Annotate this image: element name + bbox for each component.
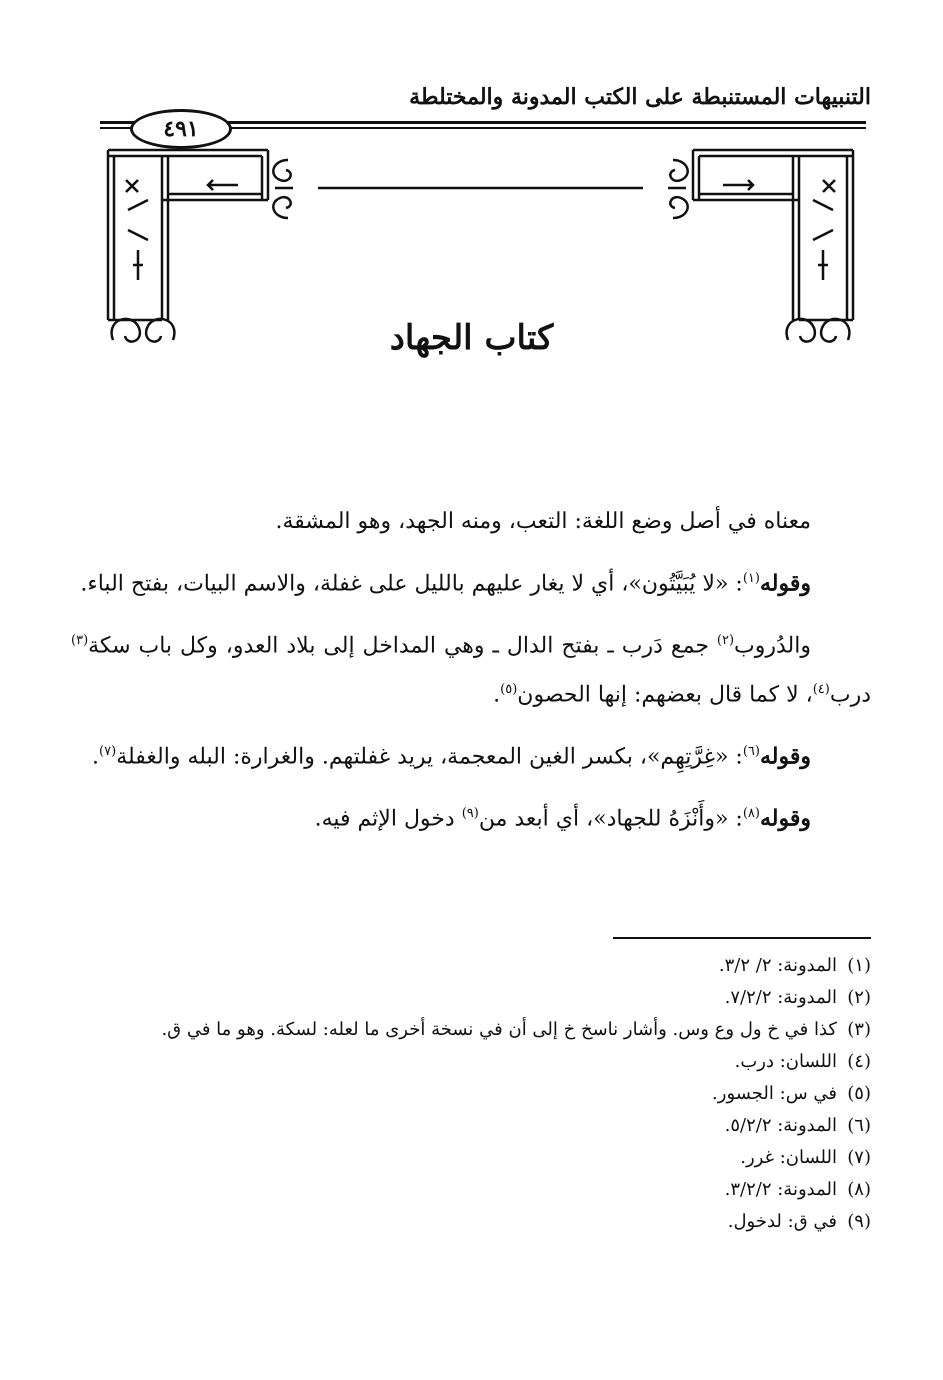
footnote-ref: (٦) bbox=[742, 743, 760, 759]
paragraph-lead: وقوله bbox=[759, 743, 811, 770]
footnote-ref: (٢) bbox=[716, 633, 735, 649]
footnote-ref: (٤) bbox=[812, 681, 830, 697]
footnote bbox=[101, 1014, 871, 1046]
footnote-number: (٢) bbox=[847, 987, 871, 1008]
footnote-text: المدونة: ٣/٢/٢. bbox=[724, 1179, 837, 1200]
footnote-text: المدونة: ٢/ ٣/٢. bbox=[718, 955, 837, 976]
footnote-number: (٥) bbox=[847, 1083, 871, 1104]
footnote-ref: (٥) bbox=[500, 681, 518, 697]
footnote bbox=[101, 950, 871, 982]
footnote-ref: (٨) bbox=[742, 806, 760, 822]
paragraph bbox=[71, 619, 871, 716]
footnote-separator bbox=[613, 937, 871, 939]
footnote bbox=[101, 1078, 871, 1110]
footnote-number: (٨) bbox=[847, 1179, 871, 1200]
paragraph bbox=[71, 557, 871, 605]
paragraph-text: دخول الإثم فيه. bbox=[314, 806, 462, 832]
footnote-text: كذا في خ ول وع وس. وأشار ناسخ خ إلى أن في نسخة أخرى ما لعله: لسكة. وهو ما في ق. bbox=[161, 1019, 837, 1040]
page-number-badge: ٤٩١ bbox=[130, 109, 232, 149]
footnote bbox=[101, 1206, 871, 1238]
footnote-number: (١) bbox=[847, 955, 871, 976]
paragraph-text: : «غِرَّتِهِم»، بكسر الغين المعجمة، يريد غفلتهم. والغرارة: البله والغفلة bbox=[116, 744, 743, 770]
running-title: التنبيهات المستنبطة على الكتب المدونة والمختلطة bbox=[409, 84, 871, 110]
paragraph-text: درب bbox=[829, 681, 871, 707]
footnotes bbox=[101, 950, 871, 1238]
footnote-ref: (١) bbox=[742, 571, 760, 586]
footnote-text: المدونة: ٥/٢/٢. bbox=[724, 1115, 837, 1136]
footnote bbox=[101, 1142, 871, 1174]
footnote-ref: (٩) bbox=[461, 806, 479, 822]
chapter-title: كتاب الجهاد bbox=[389, 318, 554, 358]
main-text bbox=[71, 500, 871, 855]
paragraph-text: ، لا كما قال بعضهم: إنها الحصون bbox=[517, 681, 813, 707]
footnote-text: اللسان: درب. bbox=[734, 1051, 837, 1072]
footnote-text: في ق: لدخول. bbox=[727, 1211, 837, 1232]
footnote bbox=[101, 1110, 871, 1142]
footnote bbox=[101, 1046, 871, 1078]
paragraph-lead: وقوله bbox=[759, 570, 811, 597]
footnote-number: (٣) bbox=[847, 1019, 871, 1040]
paragraph-text: جمع دَرب ـ بفتح الدال ـ وهي المداخل إلى بلاد العدو، وكل باب سكة bbox=[88, 633, 717, 659]
footnote-text: اللسان: غرر. bbox=[740, 1147, 837, 1168]
paragraph-text: : «لا يُبَيَّتُون»، أي لا يغار عليهم بالليل على غفلة، والاسم البيات، بفتح الباء. bbox=[80, 571, 743, 597]
footnote-number: (٤) bbox=[847, 1051, 871, 1072]
footnote-number: (٩) bbox=[847, 1211, 871, 1232]
paragraph bbox=[71, 500, 871, 543]
paragraph-text: : «وأَنْزَهُ للجهاد»، أي أبعد من bbox=[478, 806, 743, 832]
paragraph-text: . bbox=[493, 681, 501, 707]
footnote bbox=[101, 1174, 871, 1206]
paragraph-text: معناه في أصل وضع اللغة: التعب، ومنه الجهد، وهو المشقة. bbox=[275, 509, 811, 534]
footnote-text: في س: الجسور. bbox=[712, 1083, 837, 1104]
paragraph bbox=[71, 792, 871, 840]
footnote-number: (٧) bbox=[847, 1147, 871, 1168]
paragraph bbox=[71, 730, 871, 778]
footnote bbox=[101, 982, 871, 1014]
footnote-ref: (٣) bbox=[71, 633, 89, 649]
paragraph-text: . bbox=[92, 744, 100, 770]
paragraph-lead: وقوله bbox=[759, 805, 811, 832]
footnote-text: المدونة: ٧/٢/٢. bbox=[724, 987, 837, 1008]
footnote-ref: (٧) bbox=[99, 743, 117, 759]
footnote-number: (٦) bbox=[847, 1115, 871, 1136]
paragraph-text: والدُروب bbox=[734, 633, 811, 659]
